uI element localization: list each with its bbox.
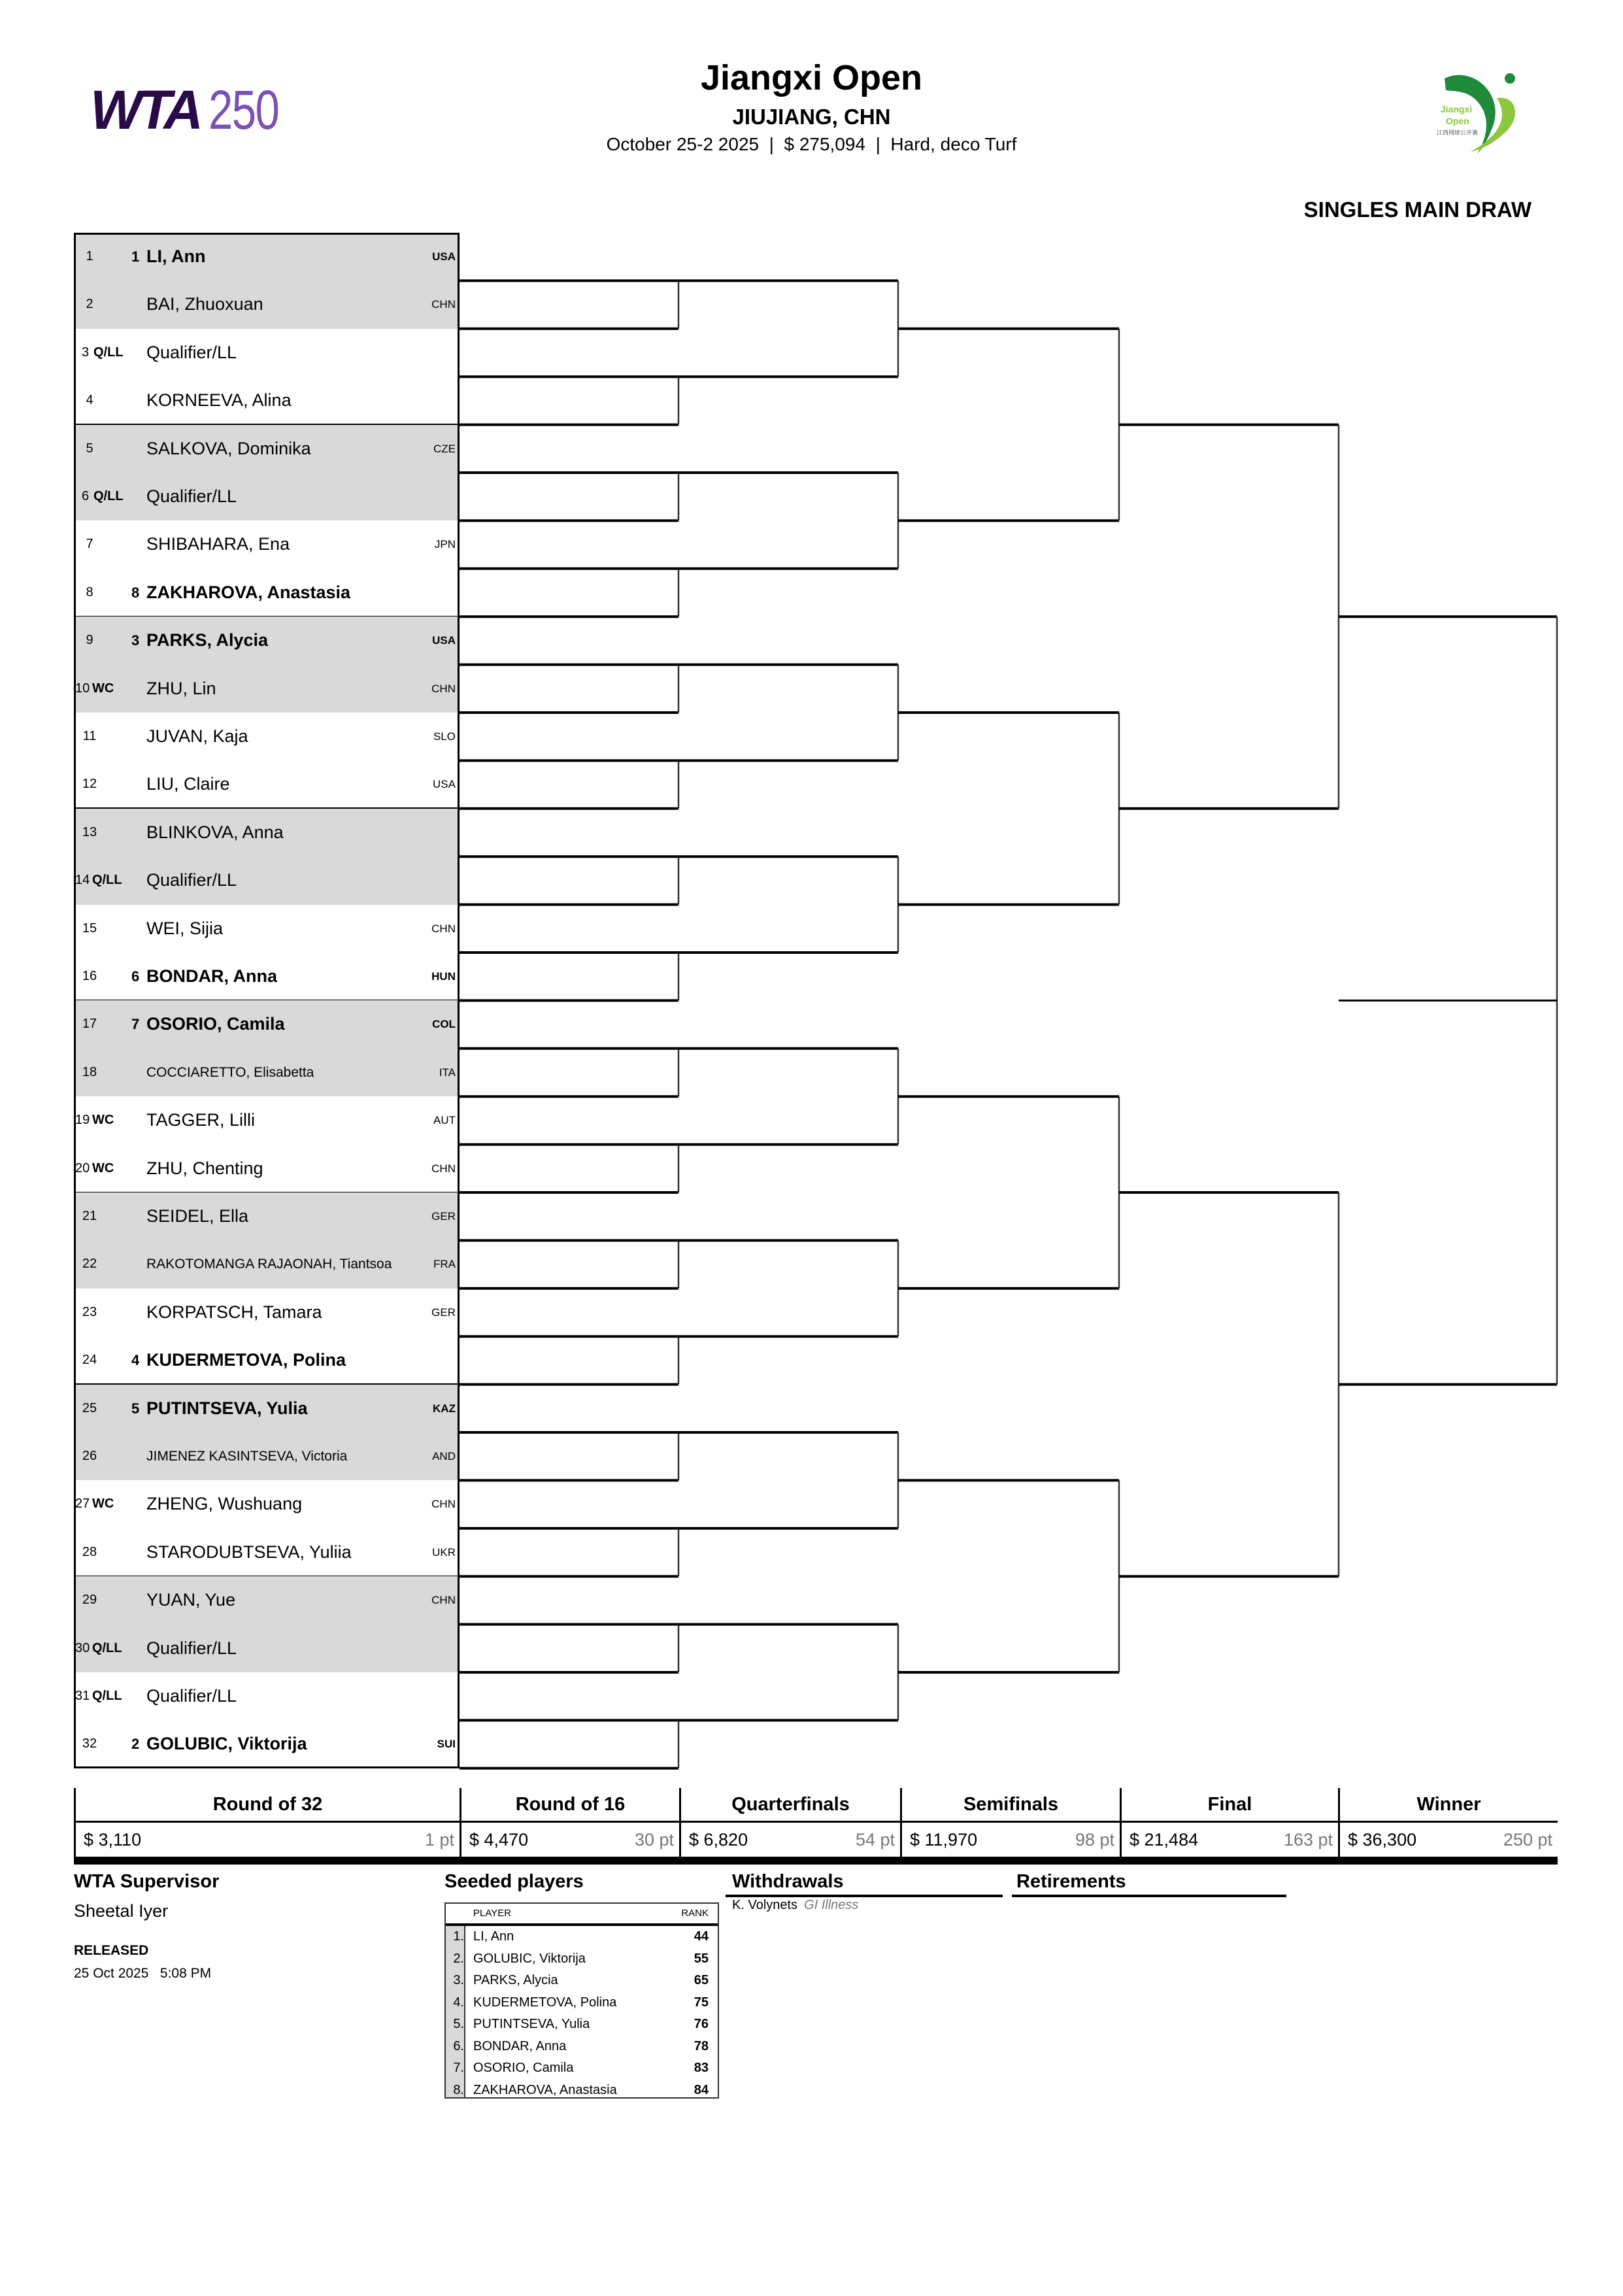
- player-name[interactable]: SHIBAHARA, Ena: [146, 534, 290, 554]
- seed-index: 4.: [453, 1995, 464, 2010]
- draw-position: 29: [82, 1593, 97, 1608]
- round-label: Semifinals: [900, 1788, 1120, 1821]
- draw-position: 32: [82, 1736, 97, 1751]
- draw-position: 15: [82, 920, 97, 936]
- seed-number: 8: [131, 584, 140, 601]
- player-name[interactable]: JIMENEZ KASINTSEVA, Victoria: [146, 1449, 348, 1464]
- seeded-header-rank: RANK: [681, 1908, 709, 1919]
- draw-position: 12: [82, 777, 97, 792]
- player-country: CHN: [431, 298, 456, 311]
- draw-position: 8: [86, 584, 93, 599]
- draw-position: 10: [75, 681, 90, 696]
- round-prize-cell: [679, 1823, 900, 1857]
- wta-tier-text: 250: [209, 79, 279, 141]
- seeded-player-row: [446, 2080, 718, 2102]
- withdrawal-player: K. Volynets: [732, 1898, 798, 1912]
- player-country: SUI: [437, 1738, 456, 1751]
- player-name[interactable]: JUVAN, Kaja: [146, 726, 248, 746]
- entry-type-badge: WC: [92, 681, 114, 696]
- seeded-player-name: KUDERMETOVA, Polina: [473, 1995, 617, 2010]
- wta-logo-text: WTA: [90, 79, 200, 141]
- draw-position: 31: [75, 1689, 90, 1703]
- player-name[interactable]: YUAN, Yue: [146, 1590, 236, 1610]
- seeded-player-row: [446, 1948, 718, 1970]
- player-name[interactable]: GOLUBIC, Viktorija: [146, 1734, 307, 1754]
- round-prize-cell: [1338, 1823, 1558, 1857]
- round-prize-cell: [900, 1823, 1120, 1857]
- player-name[interactable]: PARKS, Alycia: [146, 630, 269, 650]
- withdrawal-entry: [732, 1898, 858, 1913]
- prize-money: $ 36,300: [1348, 1830, 1417, 1849]
- player-country: AUT: [433, 1114, 456, 1127]
- ranking-points: 54 pt: [855, 1830, 895, 1849]
- round-label: Final: [1120, 1788, 1338, 1821]
- draw-position: 5: [86, 441, 93, 456]
- logo-text-open: Open: [1446, 116, 1469, 126]
- seeded-player-name: OSORIO, Camila: [473, 2061, 574, 2075]
- seed-number: 4: [131, 1352, 140, 1369]
- draw-position: 11: [82, 729, 97, 743]
- seed-number: 3: [131, 632, 140, 649]
- player-country: HUN: [431, 970, 456, 983]
- seeded-player-rank: 65: [694, 1973, 709, 1987]
- player-country: CHN: [431, 682, 456, 695]
- seeded-player-name: LI, Ann: [473, 1929, 514, 1944]
- released-date: 25 Oct 2025 5:08 PM: [74, 1966, 212, 1981]
- player-country: CHN: [431, 1498, 456, 1511]
- draw-position: 28: [82, 1544, 97, 1559]
- seeded-player-rank: 55: [694, 1951, 709, 1966]
- round-label: Quarterfinals: [679, 1788, 900, 1821]
- player-country: USA: [432, 250, 456, 263]
- player-name[interactable]: PUTINTSEVA, Yulia: [146, 1398, 308, 1418]
- player-name[interactable]: COCCIARETTO, Elisabetta: [146, 1064, 314, 1080]
- player-name[interactable]: Qualifier/LL: [146, 1686, 237, 1706]
- entry-type-badge: Q/LL: [93, 345, 124, 360]
- seeded-header-player: PLAYER: [473, 1908, 512, 1919]
- released-label: RELEASED: [74, 1943, 149, 1958]
- supervisor-name: Sheetal Iyer: [74, 1901, 169, 1921]
- seeded-player-row: [446, 1926, 718, 1948]
- draw-position: 6: [82, 489, 90, 503]
- player-name[interactable]: LI, Ann: [146, 246, 206, 266]
- seeded-player-row: [446, 1992, 718, 2014]
- player-name[interactable]: ZHENG, Wushuang: [146, 1494, 303, 1514]
- draw-position: 1: [86, 249, 93, 263]
- draw-position: 27: [75, 1496, 90, 1511]
- player-name[interactable]: Qualifier/LL: [146, 870, 237, 890]
- seeded-table-header: [446, 1904, 718, 1926]
- draw-position: 19: [75, 1113, 90, 1128]
- draw-type-label: SINGLES MAIN DRAW: [1303, 197, 1531, 222]
- entry-type-badge: Q/LL: [93, 489, 124, 503]
- withdrawals-title: Withdrawals: [732, 1871, 844, 1892]
- entry-type-badge: WC: [92, 1113, 114, 1128]
- draw-position: 9: [86, 633, 93, 648]
- entry-type-badge: WC: [92, 1160, 114, 1175]
- draw-position: 14: [75, 873, 90, 888]
- prize-money: $ 4,470: [469, 1830, 529, 1849]
- player-country: ITA: [439, 1066, 456, 1079]
- player-name[interactable]: ZHU, Chenting: [146, 1158, 263, 1178]
- logo-text-chinese: 江西网球公开赛: [1437, 130, 1479, 137]
- draw-position: 16: [82, 969, 97, 983]
- round-label: Winner: [1338, 1788, 1558, 1821]
- seeded-player-row: [446, 2036, 718, 2058]
- seed-index: 1.: [453, 1929, 464, 1944]
- player-name[interactable]: KORPATSCH, Tamara: [146, 1302, 322, 1322]
- logo-text-jiangxi: Jiangxi: [1441, 104, 1473, 114]
- player-country: FRA: [433, 1258, 456, 1271]
- prize-money: $ 21,484: [1129, 1830, 1199, 1849]
- draw-position: 2: [86, 297, 93, 312]
- seed-number: 2: [131, 1736, 140, 1753]
- seeded-player-name: PUTINTSEVA, Yulia: [473, 2017, 590, 2031]
- seeded-players-title: Seeded players: [444, 1871, 584, 1892]
- player-country: CHN: [431, 1594, 456, 1607]
- player-country: JPN: [434, 538, 456, 551]
- player-name[interactable]: BLINKOVA, Anna: [146, 822, 284, 842]
- rounds-bottom-bar: [74, 1857, 1558, 1865]
- player-country: GER: [431, 1210, 456, 1223]
- seed-index: 7.: [453, 2061, 464, 2075]
- draw-position: 25: [82, 1400, 97, 1415]
- tournament-title: Jiangxi Open: [700, 58, 923, 97]
- player-country: USA: [433, 778, 456, 791]
- round-prize-cell: [74, 1823, 460, 1857]
- draw-position: 23: [82, 1304, 97, 1319]
- prize-money: $ 3,110: [84, 1830, 142, 1849]
- player-name[interactable]: RAKOTOMANGA RAJAONAH, Tiantsoa: [146, 1257, 392, 1272]
- player-name[interactable]: TAGGER, Lilli: [146, 1110, 256, 1130]
- seeded-players-table: [444, 1902, 719, 2099]
- retirements-title: Retirements: [1016, 1871, 1126, 1892]
- ranking-points: 1 pt: [424, 1830, 454, 1849]
- seeded-player-row: [446, 2057, 718, 2080]
- round-label: Round of 32: [74, 1788, 460, 1821]
- draw-position: 24: [82, 1353, 97, 1368]
- draw-position: 18: [82, 1064, 97, 1079]
- player-name[interactable]: SEIDEL, Ella: [146, 1206, 249, 1226]
- player-name[interactable]: KUDERMETOVA, Polina: [146, 1350, 346, 1370]
- prize-money: $ 11,970: [910, 1830, 978, 1849]
- player-name[interactable]: Qualifier/LL: [146, 1638, 237, 1658]
- withdrawal-reason: GI Illness: [804, 1898, 859, 1912]
- tournament-info: October 25-2 2025 | $ 275,094 | Hard, deco Turf: [606, 134, 1017, 154]
- draw-position: 13: [82, 824, 97, 839]
- supervisor-title: WTA Supervisor: [74, 1871, 220, 1892]
- seed-index: 6.: [453, 2038, 464, 2053]
- player-name[interactable]: OSORIO, Camila: [146, 1014, 285, 1034]
- player-country: USA: [432, 634, 456, 647]
- entry-type-badge: WC: [92, 1496, 114, 1511]
- seed-index: 5.: [453, 2017, 464, 2031]
- player-name[interactable]: BAI, Zhuoxuan: [146, 294, 263, 314]
- seeded-player-rank: 84: [694, 2082, 709, 2097]
- round-prize-cell: [460, 1823, 679, 1857]
- seeded-player-rank: 76: [694, 2017, 709, 2031]
- retirements-rule: [1012, 1895, 1286, 1897]
- seed-number: 6: [131, 968, 140, 985]
- seeded-player-row: [446, 1970, 718, 1992]
- player-country: CZE: [433, 442, 456, 455]
- round-prize-cell: [1120, 1823, 1338, 1857]
- draw-position: 3: [82, 345, 90, 360]
- draw-position: 4: [86, 393, 93, 408]
- player-country: KAZ: [433, 1402, 456, 1415]
- seed-index: 8.: [453, 2082, 464, 2097]
- player-country: COL: [432, 1018, 456, 1031]
- player-name[interactable]: SALKOVA, Dominika: [146, 438, 311, 458]
- seeded-player-rank: 44: [694, 1929, 709, 1944]
- seed-number: 1: [131, 248, 140, 265]
- draw-position: 26: [82, 1449, 97, 1463]
- seeded-player-name: PARKS, Alycia: [473, 1973, 558, 1987]
- draw-position: 30: [75, 1640, 90, 1655]
- seeded-player-name: BONDAR, Anna: [473, 2038, 567, 2053]
- entry-type-badge: Q/LL: [92, 1640, 122, 1655]
- seed-number: 7: [131, 1016, 140, 1033]
- seed-index: 2.: [453, 1951, 464, 1966]
- seeded-player-rank: 78: [694, 2038, 709, 2053]
- draw-position: 17: [82, 1017, 97, 1032]
- player-country: UKR: [432, 1545, 456, 1559]
- draw-position: 22: [82, 1257, 97, 1272]
- ranking-points: 98 pt: [1075, 1830, 1114, 1849]
- player-name[interactable]: LIU, Claire: [146, 774, 230, 794]
- draw-position: 20: [75, 1160, 90, 1175]
- round-label: Round of 16: [460, 1788, 679, 1821]
- seeded-player-name: ZAKHAROVA, Anastasia: [473, 2082, 617, 2097]
- seed-number: 5: [131, 1400, 140, 1417]
- player-country: GER: [431, 1306, 456, 1319]
- tournament-location: JIUJIANG, CHN: [732, 105, 891, 129]
- seeded-player-row: [446, 2014, 718, 2036]
- player-country: CHN: [431, 1162, 456, 1175]
- player-name[interactable]: KORNEEVA, Alina: [146, 390, 292, 411]
- player-name[interactable]: WEI, Sijia: [146, 918, 224, 938]
- player-name[interactable]: ZHU, Lin: [146, 678, 216, 698]
- player-name[interactable]: BONDAR, Anna: [146, 966, 277, 986]
- prize-money: $ 6,820: [689, 1830, 748, 1849]
- seeded-player-rank: 83: [694, 2061, 709, 2075]
- ranking-points: 163 pt: [1283, 1830, 1333, 1849]
- entry-type-badge: Q/LL: [92, 873, 122, 888]
- entry-type-badge: Q/LL: [92, 1689, 122, 1703]
- player-name[interactable]: ZAKHAROVA, Anastasia: [146, 582, 351, 602]
- draw-position: 7: [86, 537, 93, 552]
- player-country: SLO: [433, 730, 456, 743]
- player-name[interactable]: STARODUBTSEVA, Yuliia: [146, 1542, 352, 1562]
- ranking-points: 30 pt: [634, 1830, 674, 1849]
- draw-position: 21: [82, 1209, 97, 1223]
- player-country: CHN: [431, 922, 456, 935]
- seeded-player-name: GOLUBIC, Viktorija: [473, 1951, 586, 1966]
- player-name[interactable]: Qualifier/LL: [146, 342, 237, 362]
- seed-index: 3.: [453, 1973, 464, 1987]
- withdrawals-rule: [726, 1895, 1003, 1897]
- seeded-player-rank: 75: [694, 1995, 709, 2010]
- player-name[interactable]: Qualifier/LL: [146, 486, 237, 506]
- player-country: AND: [432, 1450, 456, 1462]
- ranking-points: 250 pt: [1503, 1830, 1552, 1849]
